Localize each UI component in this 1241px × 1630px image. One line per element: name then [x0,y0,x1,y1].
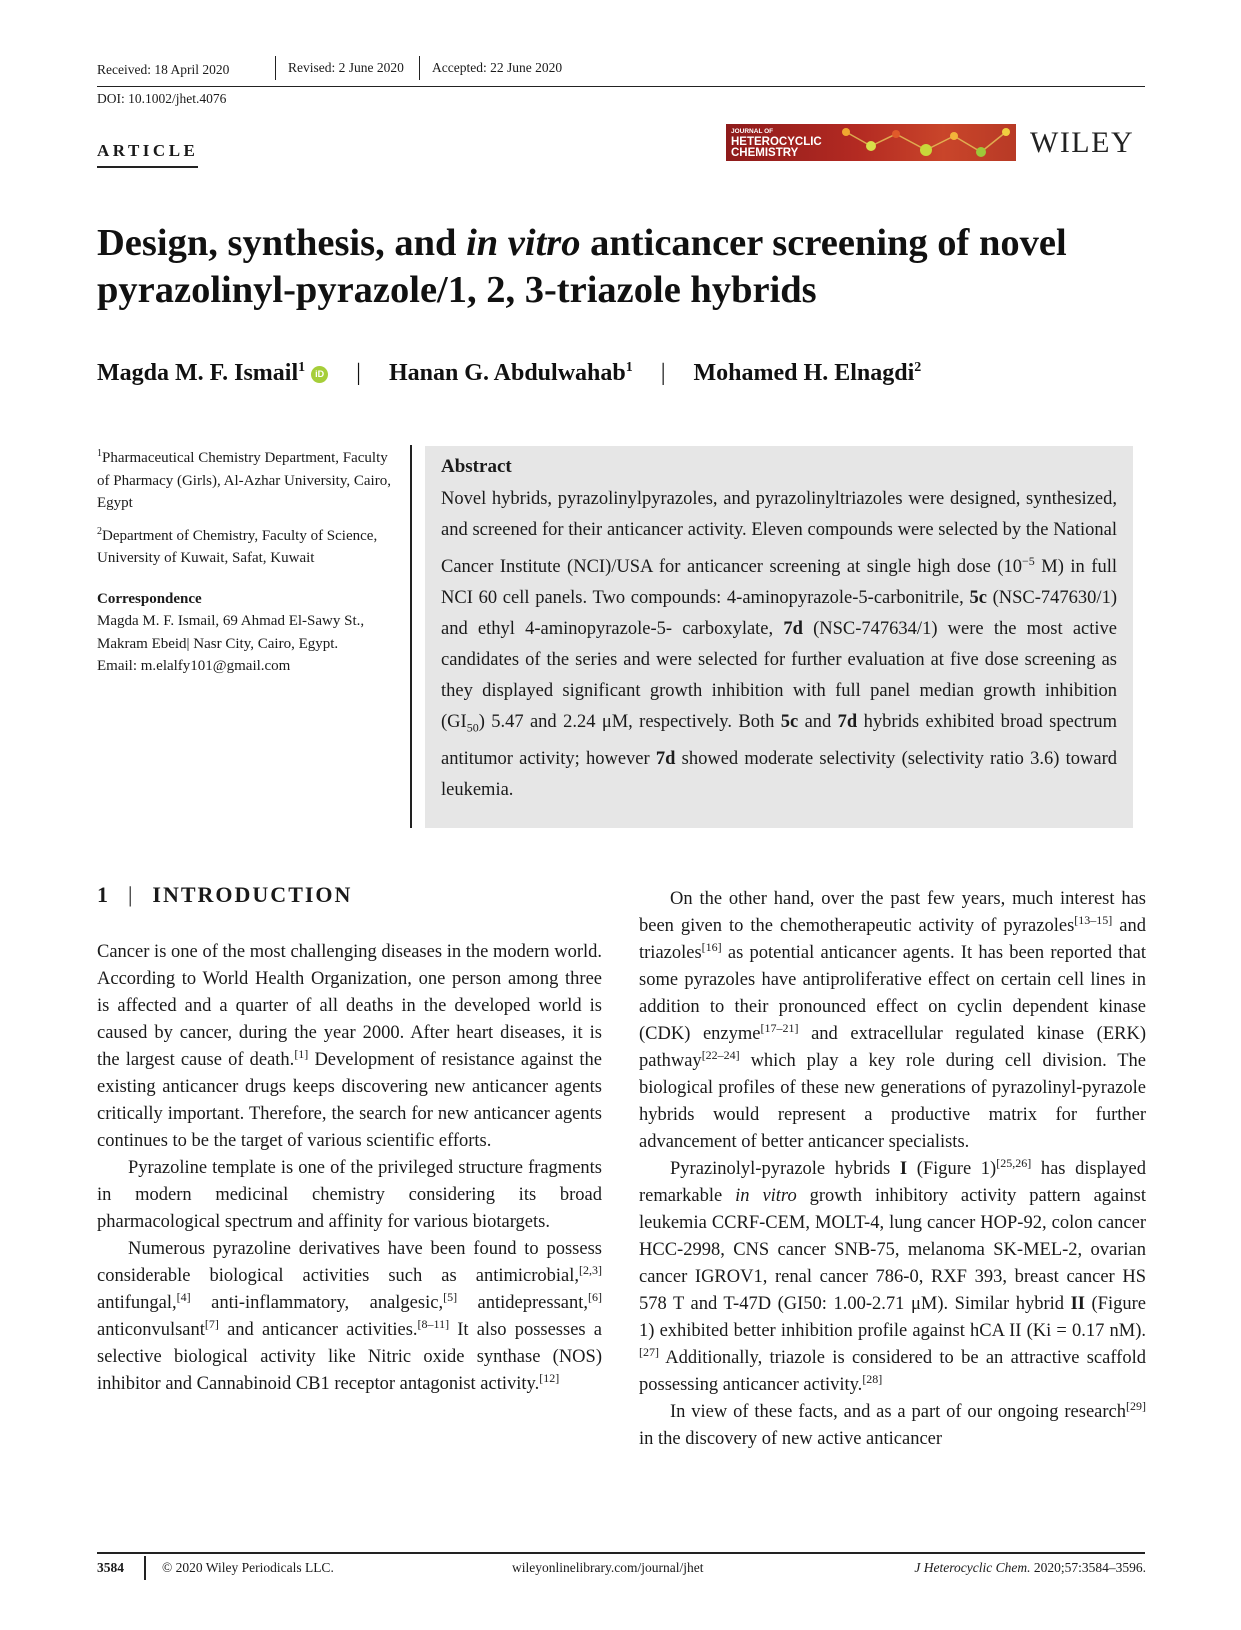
footer-separator [144,1556,146,1580]
citation-link[interactable]: [12] [539,1370,560,1385]
citation-link[interactable]: [2,3] [579,1262,602,1277]
publisher-logo: WILEY [1030,126,1135,159]
author-name[interactable]: Mohamed H. Elnagdi [693,360,915,386]
paragraph: Cancer is one of the most challenging diseases in the modern world. According to World Health Organization, one person among three is affected and a quarter of all deaths in the developed world is caused by cancer, during the year 2000. After heart diseases, it is the largest cause of death.[1] Development of resistance against the existing anticancer drugs keeps discovering new anticancer agents critically important. Therefore, the search for new anticancer agents continues to be the target of various scientific efforts. [97,942,603,1151]
author-list: Magda M. F. Ismail$^1$ iD | Hanan G. Abdulwahab$^1$ | Mohamed H. Elnagdi$^2$ [97,360,922,386]
journal-logo-small-text: JOURNAL OF [731,128,774,135]
affiliation-2: $^2$Department of Chemistry, Faculty of Science, University of Kuwait, Safat, Kuwait [97,525,378,566]
citation-link[interactable]: [6] [588,1289,603,1304]
abstract-divider [410,445,412,828]
paper-title: Design, synthesis, and in vitro anticancer screening of novel pyrazolinyl-pyrazole/1, 2, 3-triazole hybrids [97,222,1067,311]
journal-logo-line1: HETEROCYCLIC [731,136,822,148]
page-number: 3584 [97,1560,124,1575]
body-column-right [639,886,1146,1453]
citation-link[interactable]: [27] [639,1344,659,1359]
revised-date: Revised: 2 June 2020 [275,56,404,80]
citation-link[interactable]: [5] [443,1289,458,1304]
correspondence-heading: Correspondence [97,590,202,607]
author-name[interactable]: Hanan G. Abdulwahab [388,360,626,386]
received-date: Received: 18 April 2020 [97,62,230,77]
journal-url-link[interactable]: wileyonlinelibrary.com/journal/jhet [512,1560,704,1575]
citation-link[interactable]: [28] [862,1371,883,1386]
abstract-text: Novel hybrids, pyrazolinylpyrazoles, and pyrazolinyltriazoles were designed, synthesized, and screened for their anticancer activity. Eleven compounds were selected by the National Cancer Institute (NCI)/USA for anticancer screening at single high dose ($10^{-5}$ M) in full NCI 60 cell panels. Two compounds: 4-aminopyrazole-5-carbonitrile, 5c (NSC-747630/1) and ethyl 4-aminopyrazole-5- carboxylate, 7d (NSC-747634/1) were the most active candidates of the series and were selected for further evaluation at five dose screening as they displayed significant growth inhibition with full panel median growth inhibition $(GI_{50})$ 5.47 and 2.24 μM, respectively. Both 5c and 7d hybrids exhibited broad spectrum antitumor activity; however 7d showed moderate selectivity (selectivity ratio 3.6) toward leukemia. [441,489,1117,800]
section-heading: 1 | INTRODUCTION [97,882,353,907]
journal-logo-line2: CHEMISTRY [731,147,799,159]
citation-link[interactable]: [25,26] [996,1155,1032,1170]
paragraph: On the other hand, over the past few years, much interest has been given to the chemotherapeutic activity of pyrazoles[13–15] and triazoles[16] as potential anticancer agents. It has been reported that some pyrazoles have antiproliferative effect on certain cell lines in addition to their pronounced effect on cyclin dependent kinase (CDK) enzyme[17–21] and extracellular regulated kinase (ERK) pathway[22–24] which play a key role during cell division. The biological profiles of these new generations of pyrazolinyl-pyrazole hybrids would represent a productive matrix for further advancement of better anticancer specialists. [639,889,1146,1152]
citation-link[interactable]: [8–11] [417,1316,450,1331]
citation-link[interactable]: [1] [294,1046,309,1061]
citation-link[interactable]: [7] [204,1316,219,1331]
affiliations [97,443,397,678]
article-dates-bar [97,56,1145,87]
affiliation-1: $^1$Pharmaceutical Chemistry Department, Faculty of Pharmacy (Girls), Al-Azhar University, Cairo, Egypt [97,448,391,511]
citation-link[interactable]: [13–15] [1074,912,1113,927]
body-column-left [97,939,602,1398]
article-type-label: ARTICLE [97,141,198,168]
copyright-text: © 2020 Wiley Periodicals LLC. [162,1560,334,1575]
citation-link[interactable]: [22–24] [701,1047,740,1062]
citation-link[interactable]: [29] [1126,1398,1146,1413]
abstract-box [425,446,1133,828]
footer-divider [97,1552,1145,1554]
citation-link[interactable]: [4] [176,1289,191,1304]
citation-link[interactable]: [16] [701,939,722,954]
citation-link[interactable]: [17–21] [760,1020,799,1035]
orcid-icon[interactable]: iD [311,366,328,383]
paragraph: Pyrazinolyl-pyrazole hybrids I (Figure 1)[25,26] has displayed remarkable in vitro growth inhibitory activity pattern against leukemia CCRF-CEM, MOLT-4, lung cancer HOP-92, colon cancer HCC-2998, CNS cancer SNB-75, melanoma SK-MEL-2, ovarian cancer IGROV1, renal cancer 786-0, RXF 393, breast cancer HS 578 T and T-47D (GI50: 1.00-2.71 μM). Similar hybrid II (Figure 1) exhibited better inhibition profile against hCA II (Ki = 0.17 nM).[27] Additionally, triazole is considered to be an attractive scaffold possessing anticancer activity.[28] [639,1155,1147,1395]
paragraph: Pyrazoline template is one of the privileged structure fragments in modern medicinal chemistry considering its broad pharmacological spectrum and affinity for various biotargets. [97,1158,602,1232]
correspondence-email[interactable]: Email: m.elalfy101@gmail.com [97,658,291,674]
author-name[interactable]: Magda M. F. Ismail [97,360,299,386]
abstract-heading: Abstract [441,456,512,477]
figure-link[interactable]: (Figure 1) [907,1159,997,1179]
paragraph: Numerous pyrazoline derivatives have been found to possess considerable biological activities such as antimicrobial,[2,3] antifungal,[4] anti-inflammatory, analgesic,[5] antidepressant,[6] anticonvulsant[7] and anticancer activities.[8–11] It also possesses a selective biological activity like Nitric oxide synthase (NOS) inhibitor and Cannabinoid CB1 receptor antagonist activity.[12] [97,1239,603,1394]
doi-link[interactable]: DOI: 10.1002/jhet.4076 [97,91,227,106]
paragraph: In view of these facts, and as a part of our ongoing research[29] in the discovery of new active anticancer [639,1398,1146,1449]
correspondence-address: Magda M. F. Ismail, 69 Ahmad El-Sawy St., Makram Ebeid| Nasr City, Cairo, Egypt. [97,613,365,652]
journal-citation: J Heterocyclic Chem. 2020;57:3584–3596. [914,1560,1146,1575]
journal-logo [726,124,1016,161]
accepted-date: Accepted: 22 June 2020 [419,56,562,80]
